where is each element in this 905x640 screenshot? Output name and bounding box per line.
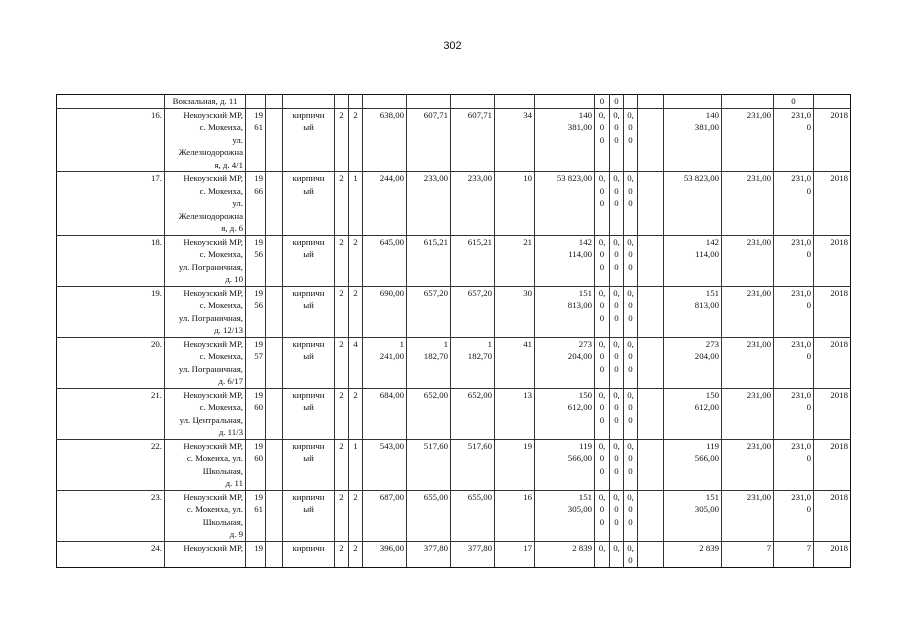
owners-share-cell: 142 114,00 xyxy=(664,235,722,286)
area-residential-cell: 377,80 xyxy=(451,541,495,567)
unit-cost-cell: 231,00 xyxy=(722,490,774,541)
address-cell: Некоузский МР, xyxy=(165,541,246,567)
material-cell: кирпичн ый xyxy=(283,337,335,388)
year-done-cell: 2018 xyxy=(814,541,851,567)
unit-cost-cell: 231,00 xyxy=(722,439,774,490)
area-residential-cell: 517,60 xyxy=(451,439,495,490)
max-unit-cost-cell: 231,0 0 xyxy=(774,286,814,337)
area-residential-cell: 655,00 xyxy=(451,490,495,541)
residents-cell: 13 xyxy=(495,388,535,439)
entrances-cell: 4 xyxy=(349,337,363,388)
year-cell: 19 60 xyxy=(246,388,266,439)
max-unit-cost-cell: 231,0 0 xyxy=(774,337,814,388)
cost-total-cell: 2 839 xyxy=(535,541,595,567)
owners-share-cell: 151 305,00 xyxy=(664,490,722,541)
address-cell: Некоузский МР, с. Мокеиха, ул. Железнодорожна я, д. 6 xyxy=(165,172,246,236)
blank-cell xyxy=(266,286,283,337)
blank-cell xyxy=(266,235,283,286)
address-cell: Некоузский МР, с. Мокеиха, ул. Пограничная, д. 12/13 xyxy=(165,286,246,337)
year-done-cell: 2018 xyxy=(814,388,851,439)
entrances-cell: 2 xyxy=(349,541,363,567)
year-cell: 19 57 xyxy=(246,337,266,388)
floors-cell: 2 xyxy=(335,172,349,236)
year-cell: 19 61 xyxy=(246,490,266,541)
max-unit-cost-cell: 231,0 0 xyxy=(774,388,814,439)
year-done-cell: 2018 xyxy=(814,172,851,236)
year-done-cell: 2018 xyxy=(814,235,851,286)
area-total-cell: 645,00 xyxy=(363,235,407,286)
fund-share-cell: 0, 0 0 xyxy=(595,108,610,172)
num-cell: 24. xyxy=(57,541,165,567)
table-row xyxy=(57,490,851,541)
unit-cost-cell: 231,00 xyxy=(722,388,774,439)
residents-cell: 16 xyxy=(495,490,535,541)
year-done-cell: 2018 xyxy=(814,108,851,172)
max-unit-cost-cell: 231,0 0 xyxy=(774,108,814,172)
residents-cell: 10 xyxy=(495,172,535,236)
floors-cell: 2 xyxy=(335,108,349,172)
fund-share-cell: 0, xyxy=(595,541,610,567)
cost-total-cell: 142 114,00 xyxy=(535,235,595,286)
municipal-share-cell: 0,0 0 xyxy=(624,337,638,388)
material-cell: кирпичн ый xyxy=(283,235,335,286)
region-share-cell: 0, 0 0 xyxy=(610,286,624,337)
year-cell: 19 61 xyxy=(246,108,266,172)
year-done-cell: 2018 xyxy=(814,337,851,388)
blank-cell xyxy=(638,172,664,236)
area-residential-cell: 615,21 xyxy=(451,235,495,286)
owners-share-cell: 150 612,00 xyxy=(664,388,722,439)
material-cell: кирпичн ый xyxy=(283,388,335,439)
area-living-cell: 517,60 xyxy=(407,439,451,490)
max-unit-cost-cell: 231,0 0 xyxy=(774,490,814,541)
region-share-cell: 0, 0 0 xyxy=(610,490,624,541)
entrances-cell: 2 xyxy=(349,235,363,286)
area-living-cell: 1 182,70 xyxy=(407,337,451,388)
year-done-cell: 2018 xyxy=(814,439,851,490)
area-residential-cell: 1 182,70 xyxy=(451,337,495,388)
material-cell: кирпичн ый xyxy=(283,490,335,541)
residents-cell: 19 xyxy=(495,439,535,490)
num-cell: 19. xyxy=(57,286,165,337)
year-done-cell: 2018 xyxy=(814,490,851,541)
area-living-cell: 655,00 xyxy=(407,490,451,541)
table-row xyxy=(57,439,851,490)
region-share-cell: 0, 0 0 xyxy=(610,172,624,236)
entrances-cell: 2 xyxy=(349,108,363,172)
fund-share-cell: 0, 0 0 xyxy=(595,439,610,490)
entrances-cell: 2 xyxy=(349,388,363,439)
area-total-cell: 638,00 xyxy=(363,108,407,172)
blank-cell xyxy=(266,490,283,541)
address-cell: Некоузский МР, с. Мокеиха, ул. Пограничная, д. 6/17 xyxy=(165,337,246,388)
blank-cell xyxy=(638,235,664,286)
cost-total-cell: 119 566,00 xyxy=(535,439,595,490)
cost-total-cell: 53 823,00 xyxy=(535,172,595,236)
floors-cell: 2 xyxy=(335,337,349,388)
cost-total-cell: 150 612,00 xyxy=(535,388,595,439)
area-total-cell: 543,00 xyxy=(363,439,407,490)
address-cell: Некоузский МР, с. Мокеиха, ул. Центральная, д. 11/3 xyxy=(165,388,246,439)
fund-share-cell: 0, 0 0 xyxy=(595,286,610,337)
address-cell: Некоузский МР, с. Мокеиха, ул. Железнодорожна я, д. 4/1 xyxy=(165,108,246,172)
area-living-cell: 377,80 xyxy=(407,541,451,567)
area-total-cell: 396,00 xyxy=(363,541,407,567)
entrances-cell: 1 xyxy=(349,439,363,490)
cost-total-cell: 151 813,00 xyxy=(535,286,595,337)
max-unit-cost-cell: 231,0 0 xyxy=(774,172,814,236)
municipal-share-cell: 0,0 xyxy=(624,541,638,567)
material-cell: кирпичн ый xyxy=(283,108,335,172)
region-share-cell: 0, 0 0 xyxy=(610,235,624,286)
table-row xyxy=(57,337,851,388)
residents-cell: 30 xyxy=(495,286,535,337)
owners-share-cell: 53 823,00 xyxy=(664,172,722,236)
table-row xyxy=(57,172,851,236)
fund-share-cell: 0, 0 0 xyxy=(595,172,610,236)
blank-cell xyxy=(638,490,664,541)
material-cell: кирпичн xyxy=(283,541,335,567)
year-cell: 19 xyxy=(246,541,266,567)
table-row xyxy=(57,541,851,567)
owners-share-cell: 2 839 xyxy=(664,541,722,567)
entrances-cell: 1 xyxy=(349,172,363,236)
blank-cell xyxy=(266,337,283,388)
num-cell: 18. xyxy=(57,235,165,286)
municipal-share-cell: 0,0 0 xyxy=(624,490,638,541)
year-cell: 19 60 xyxy=(246,439,266,490)
year-cell: 19 56 xyxy=(246,235,266,286)
table-row xyxy=(57,235,851,286)
year-cell: 19 56 xyxy=(246,286,266,337)
blank-cell xyxy=(638,388,664,439)
blank-cell xyxy=(266,388,283,439)
unit-cost-cell: 231,00 xyxy=(722,172,774,236)
address-cell: Некоузский МР, с. Мокеиха, ул. Школьная, д. 11 xyxy=(165,439,246,490)
page-number: 302 xyxy=(443,40,462,52)
floors-cell: 2 xyxy=(335,235,349,286)
table-row xyxy=(57,388,851,439)
floors-cell: 2 xyxy=(335,541,349,567)
num-cell: 17. xyxy=(57,172,165,236)
municipal-share-cell: 0,0 0 xyxy=(624,439,638,490)
floors-cell: 2 xyxy=(335,286,349,337)
region-share-cell: 0, 0 0 xyxy=(610,108,624,172)
area-total-cell: 1 241,00 xyxy=(363,337,407,388)
fund-share-cell: 0, 0 0 xyxy=(595,490,610,541)
owners-share-cell: 119 566,00 xyxy=(664,439,722,490)
address-cell: Некоузский МР, с. Мокеиха, ул. Пограничная, д. 10 xyxy=(165,235,246,286)
blank-cell xyxy=(638,286,664,337)
residents-cell: 17 xyxy=(495,541,535,567)
municipal-share-cell: 0,0 0 xyxy=(624,108,638,172)
region-share-cell: 0, xyxy=(610,541,624,567)
area-total-cell: 244,00 xyxy=(363,172,407,236)
area-living-cell: 233,00 xyxy=(407,172,451,236)
area-living-cell: 652,00 xyxy=(407,388,451,439)
material-cell: кирпичн ый xyxy=(283,172,335,236)
num-cell: 22. xyxy=(57,439,165,490)
address-cell: Вокзальная, д. 11 xyxy=(165,95,246,109)
fund-share-cell: 0, 0 0 xyxy=(595,337,610,388)
area-residential-cell: 657,20 xyxy=(451,286,495,337)
owners-share-cell: 273 204,00 xyxy=(664,337,722,388)
max-unit-cost-cell: 231,0 0 xyxy=(774,439,814,490)
area-residential-cell: 607,71 xyxy=(451,108,495,172)
cost-total-cell: 273 204,00 xyxy=(535,337,595,388)
floors-cell: 2 xyxy=(335,388,349,439)
table-row xyxy=(57,108,851,172)
municipal-share-cell: 0,0 0 xyxy=(624,172,638,236)
entrances-cell: 2 xyxy=(349,286,363,337)
table-row xyxy=(57,286,851,337)
area-living-cell: 615,21 xyxy=(407,235,451,286)
region-share-cell: 0, 0 0 xyxy=(610,439,624,490)
material-cell: кирпичн ый xyxy=(283,286,335,337)
cost-total-cell: 140 381,00 xyxy=(535,108,595,172)
area-residential-cell: 652,00 xyxy=(451,388,495,439)
material-cell: кирпичн ый xyxy=(283,439,335,490)
blank-cell xyxy=(638,108,664,172)
owners-share-cell: 140 381,00 xyxy=(664,108,722,172)
fund-share-cell: 0, 0 0 xyxy=(595,235,610,286)
area-total-cell: 684,00 xyxy=(363,388,407,439)
residents-cell: 34 xyxy=(495,108,535,172)
housing-register-table xyxy=(56,94,851,568)
blank-cell xyxy=(266,108,283,172)
blank-cell xyxy=(266,439,283,490)
municipal-share-cell: 0,0 0 xyxy=(624,286,638,337)
blank-cell xyxy=(638,439,664,490)
region-share-cell: 0, 0 0 xyxy=(610,388,624,439)
entrances-cell: 2 xyxy=(349,490,363,541)
num-cell: 20. xyxy=(57,337,165,388)
blank-cell xyxy=(638,541,664,567)
owners-share-cell: 151 813,00 xyxy=(664,286,722,337)
blank-cell xyxy=(638,337,664,388)
table-row-continued: Вокзальная, д. 11 0 0 0 xyxy=(57,95,851,109)
area-total-cell: 687,00 xyxy=(363,490,407,541)
cost-total-cell: 151 305,00 xyxy=(535,490,595,541)
address-cell: Некоузский МР, с. Мокеиха, ул. Школьная, д. 9 xyxy=(165,490,246,541)
municipal-share-cell: 0,0 0 xyxy=(624,388,638,439)
floors-cell: 2 xyxy=(335,490,349,541)
blank-cell xyxy=(266,541,283,567)
residents-cell: 21 xyxy=(495,235,535,286)
blank-cell xyxy=(266,172,283,236)
year-done-cell: 2018 xyxy=(814,286,851,337)
fund-share-cell: 0, 0 0 xyxy=(595,388,610,439)
max-unit-cost-cell: 231,0 0 xyxy=(774,235,814,286)
unit-cost-cell: 231,00 xyxy=(722,286,774,337)
area-living-cell: 607,71 xyxy=(407,108,451,172)
num-cell: 23. xyxy=(57,490,165,541)
area-total-cell: 690,00 xyxy=(363,286,407,337)
max-unit-cost-cell: 7 xyxy=(774,541,814,567)
residents-cell: 41 xyxy=(495,337,535,388)
unit-cost-cell: 231,00 xyxy=(722,337,774,388)
region-share-cell: 0, 0 0 xyxy=(610,337,624,388)
num-cell: 16. xyxy=(57,108,165,172)
unit-cost-cell: 7 xyxy=(722,541,774,567)
floors-cell: 2 xyxy=(335,439,349,490)
year-cell: 19 66 xyxy=(246,172,266,236)
area-residential-cell: 233,00 xyxy=(451,172,495,236)
unit-cost-cell: 231,00 xyxy=(722,235,774,286)
area-living-cell: 657,20 xyxy=(407,286,451,337)
municipal-share-cell: 0,0 0 xyxy=(624,235,638,286)
num-cell: 21. xyxy=(57,388,165,439)
unit-cost-cell: 231,00 xyxy=(722,108,774,172)
